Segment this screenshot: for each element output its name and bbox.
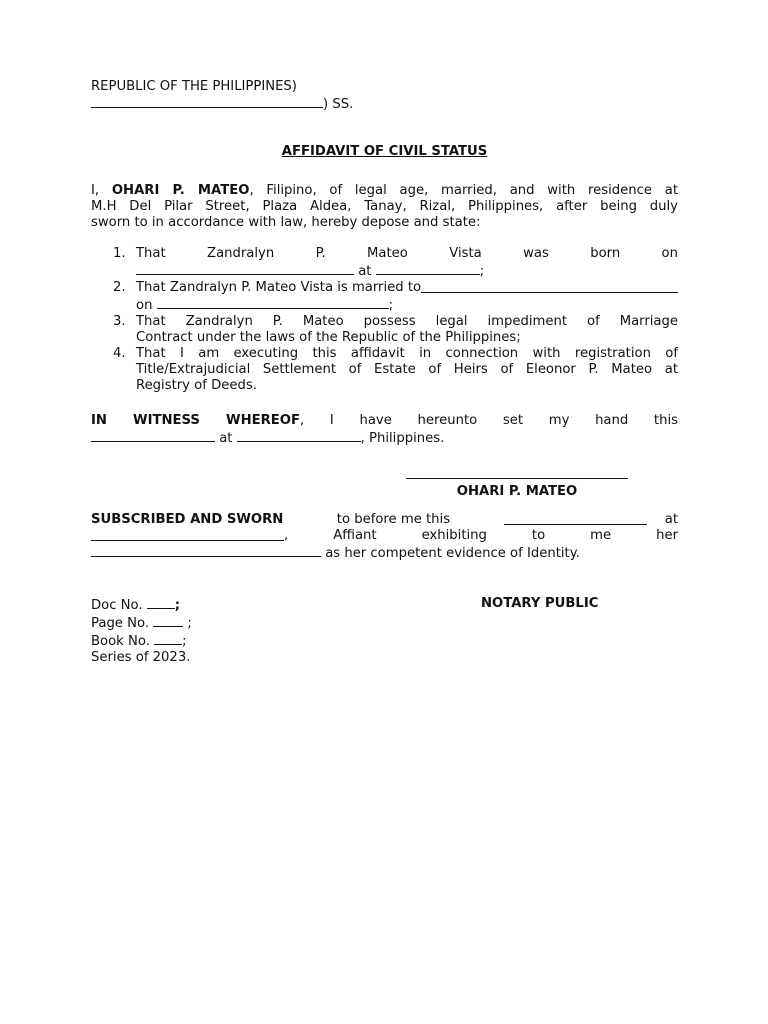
blank-birth-date — [136, 262, 354, 275]
list-item: 1. That Zandralyn P. Mateo Vista was born on at ; — [113, 246, 678, 279]
blank-doc-no — [147, 596, 175, 609]
notarial-register: Doc No. ; Page No. ; Book No. ; Series of 2023. NOTARY PUBLIC — [91, 596, 599, 665]
signature-line — [406, 478, 628, 479]
blank-book-no — [154, 632, 182, 645]
blank-birth-place — [376, 262, 480, 275]
blank-spouse — [421, 280, 678, 293]
blank-venue — [91, 95, 323, 108]
jurat-paragraph: SUBSCRIBED AND SWORN to before me this at , Affiant exhibiting to me her as her competent evidence of Identity. — [91, 512, 678, 561]
notary-public-label: NOTARY PUBLIC — [481, 596, 599, 611]
signatory-name: OHARI P. MATEO — [456, 484, 578, 499]
blank-day — [91, 429, 215, 442]
blank-place — [237, 429, 361, 442]
affiant-name: OHARI P. MATEO — [111, 183, 250, 198]
blank-page-no — [153, 614, 183, 627]
list-item: 2. That Zandralyn P. Mateo Vista is married to on ; — [91, 280, 678, 314]
blank-jurat-place — [91, 528, 284, 541]
venue-line-2: ) SS. — [91, 95, 678, 113]
list-item: 3. That Zandralyn P. Mateo possess legal impediment of Marriage Contract under the laws of the Republic of the Philippines; — [113, 314, 678, 345]
signature-block — [91, 447, 678, 507]
blank-jurat-date — [504, 512, 647, 525]
intro-paragraph: I, OHARI P. MATEO, Filipino, of legal age, married, and with residence at M.H Del Pilar Street, Plaza Aldea, Tanay, Rizal, Philippines, after being duly sworn to in accordance with law, hereby depose and state: — [91, 183, 678, 230]
statement-list — [91, 246, 678, 394]
affidavit-page — [91, 79, 678, 666]
blank-id — [91, 544, 321, 557]
venue-line-1: REPUBLIC OF THE PHILIPPINES) — [91, 79, 297, 94]
document-title: AFFIDAVIT OF CIVIL STATUS — [281, 144, 488, 159]
list-item: 4. That I am executing this affidavit in connection with registration of Title/Extrajudicial Settlement of Estate of Heirs of Eleonor P. Mateo at Registry of Deeds. — [113, 346, 678, 393]
witness-paragraph: IN WITNESS WHEREOF, I have hereunto set my hand this at , Philippines. — [91, 413, 678, 446]
blank-marriage-date — [157, 296, 389, 309]
